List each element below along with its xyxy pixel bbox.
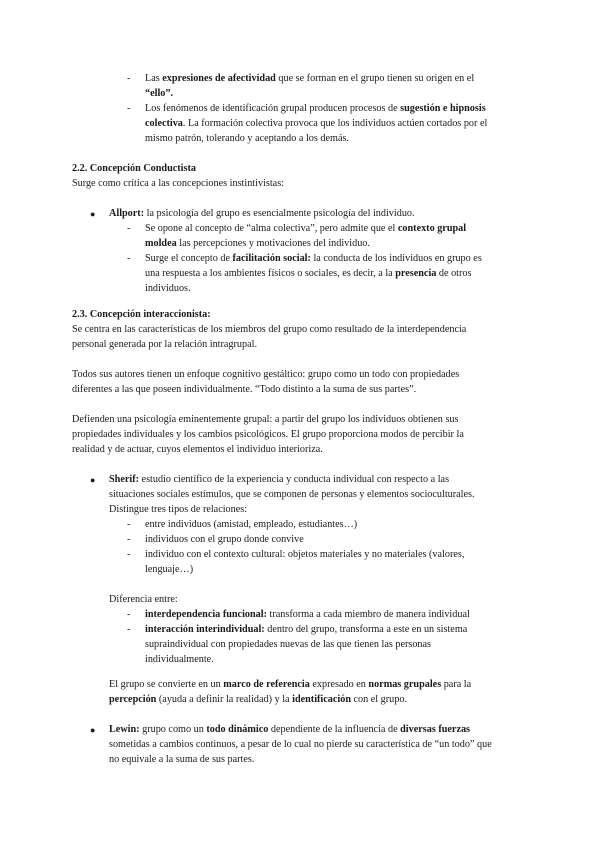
text-line: Distingue tres tipos de relaciones: [109,504,248,515]
text-line: “ello”. [145,88,174,99]
list-item: entre individuos (amistad, empleado, estudiantes…) [145,519,358,530]
list-item: individuos con el grupo donde convive [145,534,304,545]
text-line: una respuesta a los ambientes físicos o sociales, es decir, a la presencia de otros [145,268,472,279]
bullet-dot: ● [90,475,96,485]
text-line: interdependencia funcional: transforma a cada miembro de manera individual [145,609,470,620]
text-line: percepción (ayuda a definir la realidad) y la identificación con el grupo. [109,694,408,705]
text-line: supraindividual con propiedades nuevas de las que tienen las personas [145,639,432,650]
text-line: colectiva. La formación colectiva provoca que los individuos actúen cortados por el [145,118,488,129]
text-line: Las expresiones de afectividad que se forman en el grupo tienen su origen en el [145,73,475,84]
text-line: Lewin: grupo como un todo dinámico dependiente de la influencia de diversas fuerzas [109,724,471,735]
text-line: Todos sus autores tienen un enfoque cognitivo gestáltico: grupo como un todo con propiedades [72,369,460,380]
text-line: Allport: la psicología del grupo es esencialmente psicología del individuo. [109,208,415,219]
text-line: Se opone al concepto de “alma colectiva”, pero admite que el contexto grupal [145,223,467,234]
section-heading: 2.3. Concepción interaccionista: [72,309,211,320]
text-line: Surge el concepto de facilitación social: la conducta de los individuos en grupo es [145,253,482,264]
bullet-dash: - [127,549,131,560]
bullet-dash: - [127,73,131,84]
bullet-dash: - [127,624,131,635]
text-line: moldea las percepciones y motivaciones del individuo. [145,238,370,249]
text-line: Se centra en las características de los miembros del grupo como resultado de la interdependencia [72,324,467,335]
text-line: lenguaje…) [145,564,194,575]
bullet-dash: - [127,609,131,620]
text-line: mismo patrón, tolerando y aceptando a los demás. [145,133,349,144]
text-line: no equivale a la suma de sus partes. [109,754,255,765]
bullet-dash: - [127,253,131,264]
list-item: individuo con el contexto cultural: objetos materiales y no materiales (valores, [145,549,465,560]
bullet-dash: - [127,223,131,234]
text-line: interacción interindividual: dentro del grupo, transforma a este en un sistema [145,624,468,635]
text-line: El grupo se convierte en un marco de referencia expresado en normas grupales para la [109,679,472,690]
section-heading: 2.2. Concepción Conductista [72,163,196,174]
text-line: Los fenómenos de identificación grupal producen procesos de sugestión e hipnosis [145,103,486,114]
bullet-dot: ● [90,725,96,735]
text-line: Surge como crítica a las concepciones instintivistas: [72,178,284,189]
bullet-dash: - [127,519,131,530]
bullet-dot: ● [90,209,96,219]
bullet-dash: - [127,534,131,545]
text-line: realidad y de actuar, cuyos elementos el individuo interioriza. [72,444,323,455]
text-line: personal generada por la relación intragrupal. [72,339,257,350]
text-line: sometidas a cambios continuos, a pesar de lo cual no pierde su característica de “un todo” que [109,739,492,750]
text-line: Sherif: estudio científico de la experiencia y conducta individual con respecto a las [109,474,450,485]
text-line: individualmente. [145,654,214,665]
text-line: propiedades individuales y los cambios psicológicos. El grupo proporciona modos de percibir la [72,429,464,440]
text-line: diferentes a las que poseen individualmente. “Todo distinto a la suma de sus partes”. [72,384,417,395]
text-line: Defienden una psicología eminentemente grupal: a partir del grupo los individuos obtienen sus [72,414,459,425]
text-line: Diferencia entre: [109,594,178,605]
text-line: individuos. [145,283,191,294]
text-line: situaciones sociales estímulos, que se componen de personas y elementos socioculturales. [109,489,475,500]
bullet-dash: - [127,103,131,114]
